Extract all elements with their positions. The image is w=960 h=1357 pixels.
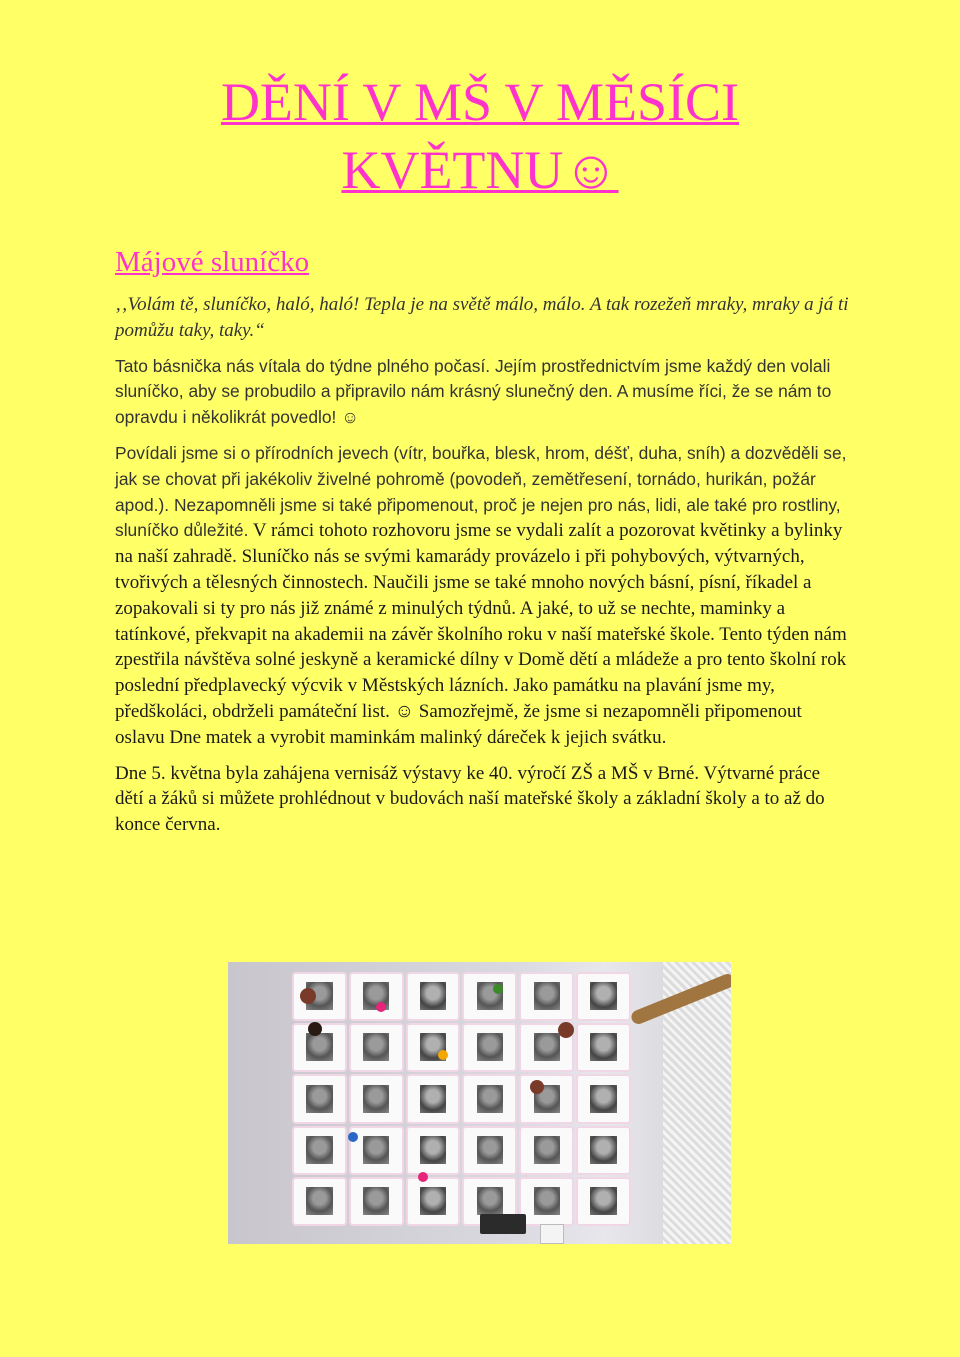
- flower-decoration: [438, 1050, 448, 1060]
- photo-frame: [464, 974, 515, 1019]
- photo-frame: [294, 1128, 345, 1173]
- paragraph-main: [115, 441, 850, 751]
- page-title: [0, 68, 960, 204]
- flower-decoration: [308, 1022, 322, 1036]
- article-body: [115, 292, 850, 848]
- photo-frame: [464, 1076, 515, 1121]
- photo-frame: [464, 1025, 515, 1070]
- photo-frame: [294, 1179, 345, 1224]
- photo-frame: [578, 974, 629, 1019]
- photo-board: [290, 970, 633, 1228]
- alarm-keypad: [480, 1214, 526, 1234]
- title-line-1: DĚNÍ V MŠ V MĚSÍCI: [220, 72, 740, 132]
- photo-frame: [408, 1025, 459, 1070]
- flower-decoration: [376, 1002, 386, 1012]
- photo-frame: [351, 974, 402, 1019]
- flower-decoration: [493, 984, 503, 994]
- photo-frame: [578, 1076, 629, 1121]
- photo-frame: [294, 1076, 345, 1121]
- photo-frame: [521, 1179, 572, 1224]
- photo-frame: [578, 1179, 629, 1224]
- title-line-2: KVĚTNU☺: [341, 140, 619, 200]
- photo-frame: [521, 1128, 572, 1173]
- photo-frame: [408, 1076, 459, 1121]
- paragraph-main-serif: V rámci tohoto rozhovoru jsme se vydali zalít a pozorovat květinky a bylinky na naší zahradě. Sluníčko nás se svými kamarády provázelo i při pohybových, výtvarných, tvořivých a tělesných činnostech. Naučili jsme se také mnoho nových básní, písní, říkadel a zopakovali si ty pro nás již známé z minulých týdnů. A jaké, to už se nechte, maminky a tatínkové, překvapit na akademii na závěr školního roku v naší mateřské škole. Tento týden nám zpestřila návštěva solné jeskyně a keramické dílny v Domě dětí a mládeže a pro tento školní rok poslední předplavecký výcvik v Městských lázních. Jako památku na plavání jsme my, předškoláci, obdrželi památeční list. ☺ Samozřejmě, že jsme si nezapomněli připomenout oslavu Dne matek a vyrobit maminkám malinký dáreček k jejich svátku.: [115, 520, 847, 748]
- flower-decoration: [300, 988, 316, 1004]
- paragraph-main-sans: Povídali jsme si o přírodních jevech (vítr, bouřka, blesk, hrom, déšť, duha, sníh) a dozvěděli se, jak se chovat při jakékoliv živelné pohromě (povodeň, zemětřesení, tornádo, hurikán, požár apod.). Nezapomněli jsme si také připomenout, proč je nejen pro nás, lidi, ale také pro rostliny, sluníčko důležité.: [115, 442, 847, 541]
- photo-frame: [351, 1025, 402, 1070]
- light-switch: [540, 1224, 564, 1244]
- photo-frame: [521, 1076, 572, 1121]
- flower-decoration: [348, 1132, 358, 1142]
- photo-frame: [408, 1128, 459, 1173]
- paragraph-exhibition: Dne 5. května byla zahájena vernisáž výstavy ke 40. výročí ZŠ a MŠ v Brné. Výtvarné práce dětí a žáků si můžete prohlédnout v budovách naší mateřské školy a základní školy a to až do konce června.: [115, 762, 825, 836]
- section-heading: Májové sluníčko: [115, 246, 310, 278]
- photo-frame: [578, 1025, 629, 1070]
- photo-frame: [351, 1076, 402, 1121]
- poem-quote: ‚‚Volám tě, sluníčko, haló, haló! Tepla je na světě málo, málo. A tak rozežeň mraky, mraky a já ti pomůžu taky, taky.“: [115, 294, 849, 341]
- photo-frame: [578, 1128, 629, 1173]
- flower-decoration: [418, 1172, 428, 1182]
- paragraph-intro: Tato básnička nás vítala do týdne plného počasí. Jejím prostřednictvím jsme každý den volali sluníčko, aby se probudilo a připravilo nám krásný slunečný den. A musíme říci, že se nám to opravdu i několikrát povedlo! ☺: [115, 355, 832, 428]
- flower-decoration: [530, 1080, 544, 1094]
- photo-frame: [464, 1128, 515, 1173]
- photo-frame: [521, 974, 572, 1019]
- photo-frame: [408, 974, 459, 1019]
- exhibition-photo: [228, 962, 731, 1244]
- photo-frame: [408, 1179, 459, 1224]
- photo-frame: [351, 1128, 402, 1173]
- flower-decoration: [558, 1022, 574, 1038]
- photo-frame: [351, 1179, 402, 1224]
